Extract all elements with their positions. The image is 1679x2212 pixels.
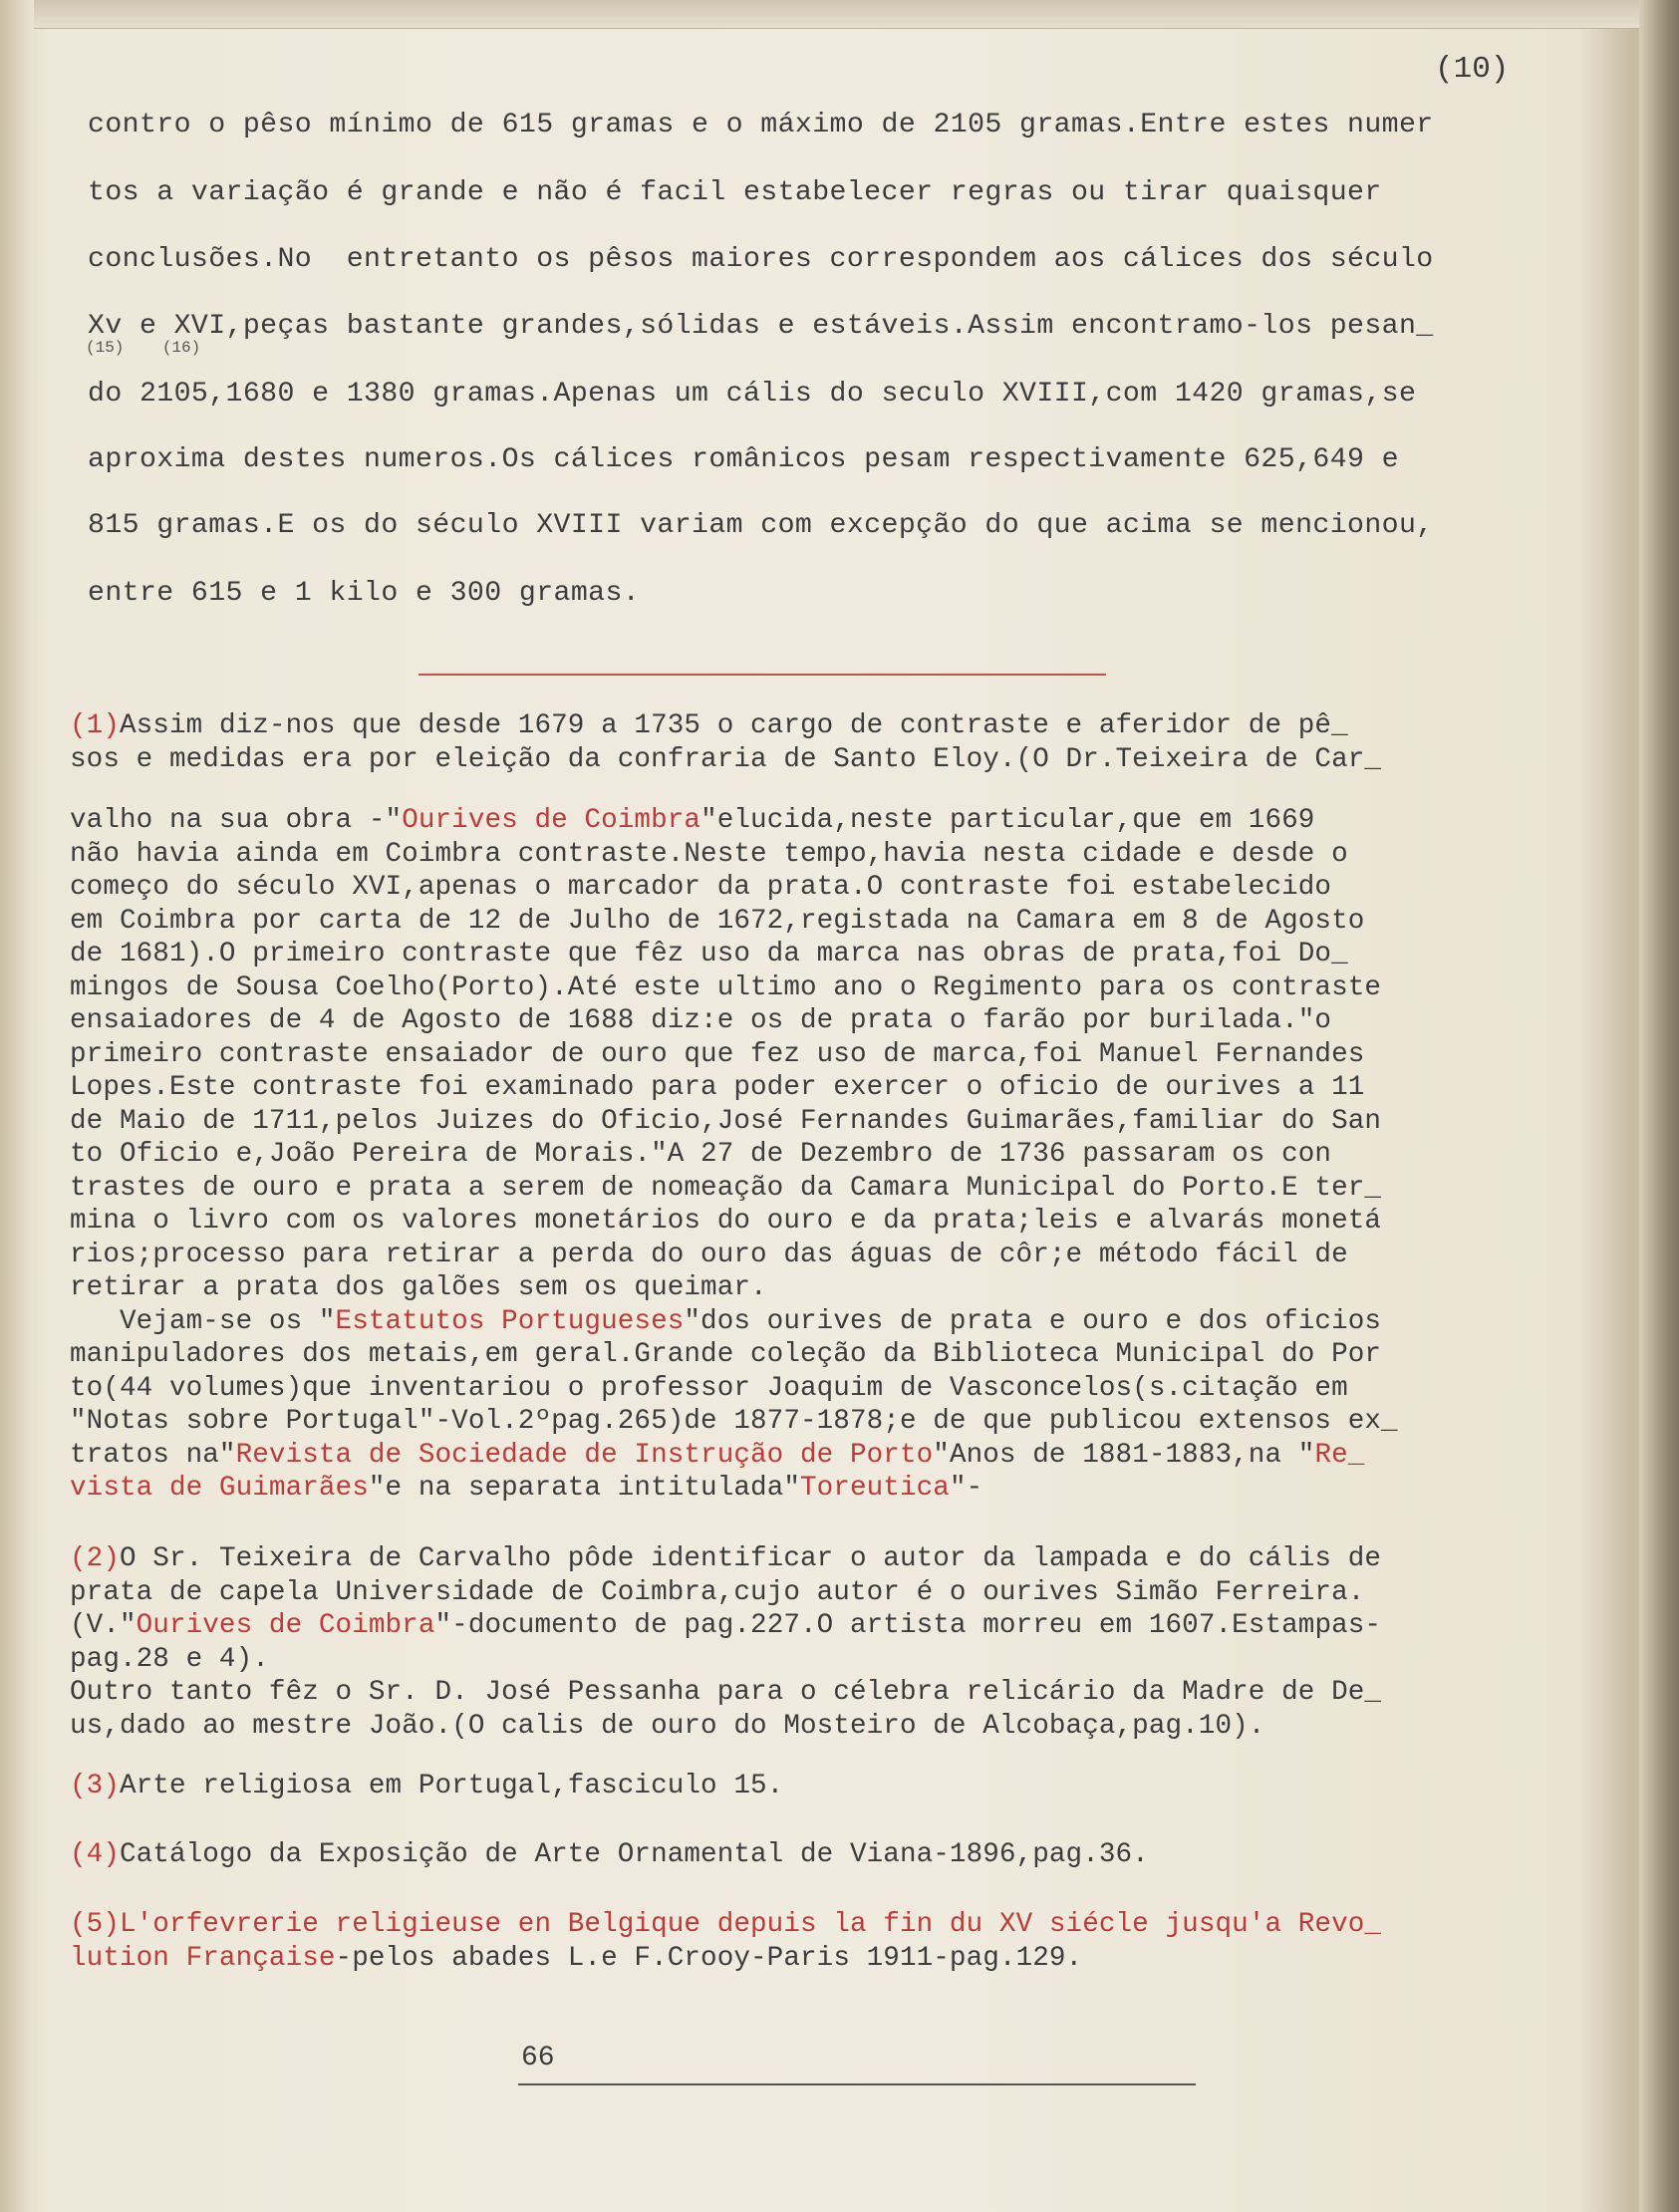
body-line: Xv e XVI,peças bastante grandes,sólidas e estáveis.Assim encontramo-los pesan_ bbox=[88, 311, 1434, 342]
footnote-line bbox=[70, 1576, 1364, 1610]
marginal-note-numbers: (15) (16) bbox=[86, 339, 201, 357]
footnote-line bbox=[70, 1105, 1381, 1139]
footnote-text: "Anos de 1881-1883,na " bbox=[933, 1439, 1315, 1471]
footnote-marker: (2) bbox=[70, 1543, 120, 1574]
footnote-line bbox=[70, 1472, 982, 1506]
cited-title: Re_ bbox=[1314, 1439, 1365, 1471]
folio-rule bbox=[518, 2083, 1196, 2085]
body-line: aproxima destes numeros.Os cálices românicos pesam respectivamente 625,649 e bbox=[88, 444, 1399, 475]
footnote-text: pag.28 e 4). bbox=[70, 1643, 269, 1675]
footnote-line bbox=[70, 1643, 269, 1677]
footnote-text: Lopes.Este contraste foi examinado para poder exercer o oficio de ourives a 11 bbox=[70, 1072, 1365, 1103]
body-line: conclusões.No entretanto os pêsos maiores correspondem aos cálices dos século bbox=[88, 244, 1434, 275]
footnote-line bbox=[70, 1942, 1082, 1976]
footnote-text: "Notas sobre Portugal"-Vol.2ºpag.265)de 1877-1878;e de que publicou extensos ex_ bbox=[70, 1406, 1398, 1437]
footnote-text: retirar a prata dos galões sem os queimar. bbox=[70, 1272, 767, 1303]
footnote-text: primeiro contraste ensaiador de ouro que fez uso de marca,foi Manuel Fernandes bbox=[70, 1038, 1365, 1070]
footnote-marker: (4) bbox=[70, 1839, 120, 1870]
footnote-text: mina o livro com os valores monetários do ouro e da prata;leis e alvarás monetá bbox=[70, 1206, 1382, 1237]
footnote-text: ensaiadores de 4 de Agosto de 1688 diz:e os de prata o farão por burilada."o bbox=[70, 1005, 1332, 1036]
footnote-line bbox=[70, 1439, 1364, 1473]
body-line: do 2105,1680 e 1380 gramas.Apenas um cális do seculo XVIII,com 1420 gramas,se bbox=[88, 379, 1417, 410]
footnote-line bbox=[70, 871, 1331, 905]
cited-title: Estatutos Portugueses bbox=[335, 1305, 685, 1337]
cited-title: Toreutica bbox=[800, 1473, 950, 1504]
footnote-text: de Maio de 1711,pelos Juizes do Oficio,José Fernandes Guimarães,familiar do San bbox=[70, 1105, 1382, 1137]
footnote-text: não havia ainda em Coimbra contraste.Neste tempo,havia nesta cidade e desde o bbox=[70, 838, 1348, 870]
footnote-line bbox=[70, 1372, 1348, 1406]
footnote-line bbox=[70, 1305, 1381, 1339]
footnote-text: (V." bbox=[70, 1610, 137, 1641]
footnote-line bbox=[70, 905, 1364, 939]
footnote-line bbox=[70, 1542, 1381, 1576]
footnote-text: começo do século XVI,apenas o marcador da prata.O contraste foi estabelecido bbox=[70, 872, 1332, 903]
cited-title: Revista de Sociedade de Instrução de Porto bbox=[235, 1439, 934, 1471]
body-line: entre 615 e 1 kilo e 300 gramas. bbox=[88, 578, 641, 609]
footnote-line bbox=[70, 743, 1381, 777]
footnote-text: "e na separata intitulada" bbox=[368, 1473, 801, 1504]
footnote-line bbox=[70, 1405, 1398, 1439]
body-line: 815 gramas.E os do século XVIII variam com excepção do que acima se mencionou, bbox=[88, 510, 1434, 541]
footnote-text: Arte religiosa em Portugal,fasciculo 15. bbox=[119, 1771, 784, 1801]
footnote-text: "- bbox=[949, 1473, 983, 1504]
footnote-line bbox=[70, 1838, 1149, 1872]
body-line: tos a variação é grande e não é facil estabelecer regras ou tirar quaisquer bbox=[88, 177, 1382, 208]
footnote-line bbox=[70, 1138, 1331, 1172]
footnote-text: to(44 volumes)que inventariou o professor Joaquim de Vasconcelos(s.citação em bbox=[70, 1372, 1348, 1404]
footnote-text: "elucida,neste particular,que em 1669 bbox=[700, 805, 1315, 836]
top-page-edge bbox=[0, 0, 1679, 29]
footnote-line bbox=[70, 1071, 1364, 1105]
footnote-line bbox=[70, 1338, 1381, 1372]
footnote-text: Catálogo da Exposição de Arte Ornamental de Viana-1896,pag.36. bbox=[119, 1839, 1149, 1870]
footnote-text: to Oficio e,João Pereira de Morais."A 27 de Dezembro de 1736 passaram os con bbox=[70, 1139, 1332, 1170]
footnote-text: em Coimbra por carta de 12 de Julho de 1672,registada na Camara em 8 de Agosto bbox=[70, 905, 1365, 937]
footnote-text: sos e medidas era por eleição da confraria de Santo Eloy.(O Dr.Teixeira de Car_ bbox=[70, 743, 1382, 775]
cited-title: lution Française bbox=[70, 1942, 336, 1974]
footnote-line bbox=[70, 1770, 783, 1803]
footnote-text: de 1681).O primeiro contraste que fêz uso da marca nas obras de prata,foi Do_ bbox=[70, 939, 1348, 969]
footnote-line bbox=[70, 1239, 1348, 1272]
footnote-text: "-documento de pag.227.O artista morreu em 1607.Estampas- bbox=[434, 1610, 1382, 1641]
footnote-line bbox=[70, 1676, 1381, 1710]
footnote-marker: (5) bbox=[70, 1909, 120, 1940]
footnote-text: us,dado ao mestre João.(O calis de ouro do Mosteiro de Alcobaça,pag.10). bbox=[70, 1710, 1265, 1742]
footnote-line bbox=[70, 1038, 1364, 1072]
footnote-marker: (3) bbox=[70, 1771, 120, 1801]
cited-title: vista de Guimarães bbox=[70, 1473, 369, 1504]
footnote-line bbox=[70, 804, 1314, 838]
footnote-text: trastes de ouro e prata a serem de nomeação da Camara Municipal do Porto.E ter_ bbox=[70, 1172, 1382, 1204]
binding-edge bbox=[0, 0, 34, 2212]
footnote-line bbox=[70, 938, 1348, 971]
footnote-marker: (1) bbox=[70, 710, 120, 741]
footnote-text: prata de capela Universidade de Coimbra,cujo autor é o ourives Simão Ferreira. bbox=[70, 1576, 1365, 1608]
right-page-edge bbox=[1639, 0, 1679, 2212]
footnote-line bbox=[70, 1172, 1381, 1206]
footnote-line bbox=[70, 838, 1348, 872]
footnote-text: Outro tanto fêz o Sr. D. José Pessanha para o célebra relicário da Madre de De_ bbox=[70, 1677, 1382, 1708]
footnote-text: O Sr. Teixeira de Carvalho pôde identificar o autor da lampada e do cális de bbox=[119, 1543, 1382, 1574]
body-line: contro o pêso mínimo de 615 gramas e o máximo de 2105 gramas.Entre estes numer bbox=[88, 110, 1434, 140]
footnote-line bbox=[70, 971, 1381, 1005]
footnote-line bbox=[70, 1205, 1381, 1239]
footnote-line bbox=[70, 1908, 1381, 1942]
footnote-line bbox=[70, 1004, 1331, 1038]
footnote-text: -pelos abades L.e F.Crooy-Paris 1911-pag.129. bbox=[335, 1942, 1083, 1974]
footnote-text: Assim diz-nos que desde 1679 a 1735 o cargo de contraste e aferidor de pê_ bbox=[119, 710, 1348, 741]
footnote-line bbox=[70, 1710, 1264, 1744]
footnote-line bbox=[70, 709, 1348, 743]
footnote-text: mingos de Sousa Coelho(Porto).Até este ultimo ano o Regimento para os contraste bbox=[70, 971, 1382, 1003]
footnote-divider bbox=[419, 674, 1106, 676]
footnote-text: rios;processo para retirar a perda do ouro das águas de côr;e método fácil de bbox=[70, 1239, 1348, 1270]
folio-number: 66 bbox=[521, 2043, 555, 2074]
cited-title: Ourives de Coimbra bbox=[402, 805, 701, 836]
footnote-line bbox=[70, 1271, 767, 1305]
footnote-text: manipuladores dos metais,em geral.Grande coleção da Biblioteca Municipal do Por bbox=[70, 1339, 1382, 1370]
cited-title: L'orfevrerie religieuse en Belgique depuis la fin du XV siécle jusqu'a Revo_ bbox=[119, 1909, 1382, 1940]
footnote-text: Vejam-se os " bbox=[70, 1305, 336, 1337]
page-number: (10) bbox=[1435, 52, 1510, 87]
footnote-text: valho na sua obra -" bbox=[70, 805, 403, 836]
footnote-text: "dos ourives de prata e ouro e dos oficios bbox=[684, 1305, 1382, 1337]
cited-title: Ourives de Coimbra bbox=[136, 1610, 435, 1641]
footnote-line bbox=[70, 1609, 1381, 1643]
footnote-text: tratos na" bbox=[70, 1439, 236, 1471]
